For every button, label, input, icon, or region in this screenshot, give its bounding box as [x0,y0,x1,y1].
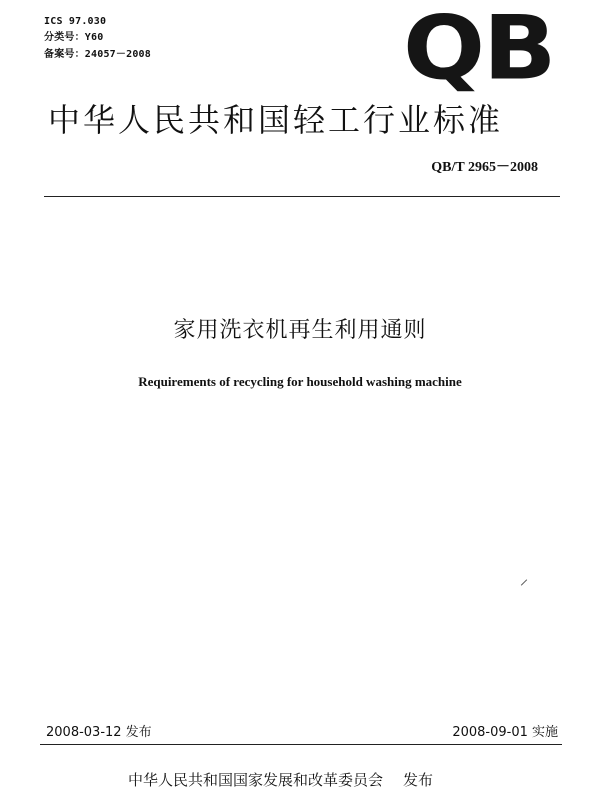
classification-code: 分类号：Y60 [44,32,104,43]
bottom-divider [40,744,562,745]
top-divider [44,196,560,197]
document-title-chinese: 家用洗衣机再生利用通则 [173,318,427,343]
issuer-action: 发布 [403,771,434,789]
qb-logo: QB [403,0,555,100]
implementation-date: 2008-09-01 实施 [452,725,558,740]
document-title-english: Requirements of recycling for household washing machine [138,374,462,389]
scan-mark [521,579,527,585]
issuing-authority [128,770,433,790]
issuer-name: 中华人民共和国国家发展和改革委员会 [128,771,384,789]
issue-date: 2008-03-12 发布 [46,725,152,740]
ics-code: ICS 97.030 [44,16,107,27]
standard-type-heading: 中华人民共和国轻工行业标准 [48,101,504,139]
record-number: 备案号：24057－2008 [44,49,151,60]
standard-number: QB/T 2965－2008 [431,160,538,175]
